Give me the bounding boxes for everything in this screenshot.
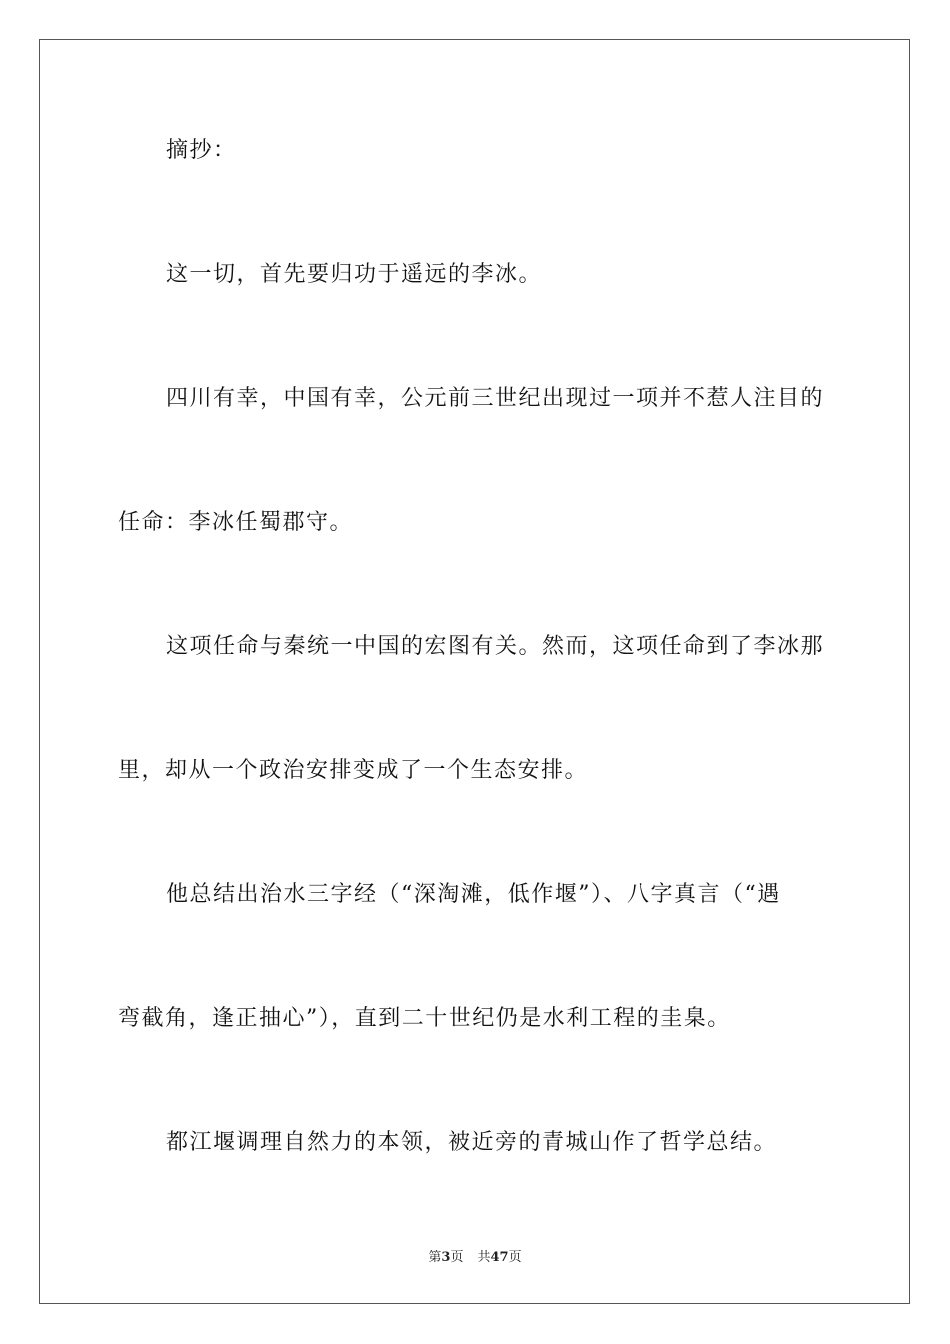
total-prefix: 共 bbox=[477, 1250, 491, 1265]
page-footer bbox=[0, 1250, 950, 1266]
paragraph-line: 都江堰调理自然力的本领，被近旁的青城山作了哲学总结。 bbox=[166, 1130, 778, 1155]
paragraph-line: 里，却从一个政治安排变成了一个生态安排。 bbox=[118, 758, 589, 783]
paragraph-excerpt-label: 摘抄： bbox=[166, 138, 237, 163]
page-border bbox=[39, 39, 910, 1304]
paragraph-line: 弯截角，逢正抽心”），直到二十世纪仍是水利工程的圭臬。 bbox=[118, 1006, 731, 1031]
paragraph-line: 这一切，首先要归功于遥远的李冰。 bbox=[166, 262, 543, 287]
paragraph-line: 他总结出治水三字经（“深淘滩，低作堰”）、八字真言（“遇 bbox=[166, 882, 781, 907]
page-suffix: 页 bbox=[450, 1250, 464, 1265]
page-number: 3 bbox=[441, 1250, 451, 1265]
paragraph-line: 任命：李冰任蜀郡守。 bbox=[118, 510, 354, 535]
page-prefix: 第 bbox=[428, 1250, 442, 1265]
total-suffix: 页 bbox=[508, 1250, 522, 1265]
paragraph-line: 四川有幸，中国有幸，公元前三世纪出现过一项并不惹人注目的 bbox=[166, 386, 825, 411]
total-pages: 47 bbox=[490, 1250, 509, 1265]
paragraph-line: 这项任命与秦统一中国的宏图有关。然而，这项任命到了李冰那 bbox=[166, 634, 825, 659]
